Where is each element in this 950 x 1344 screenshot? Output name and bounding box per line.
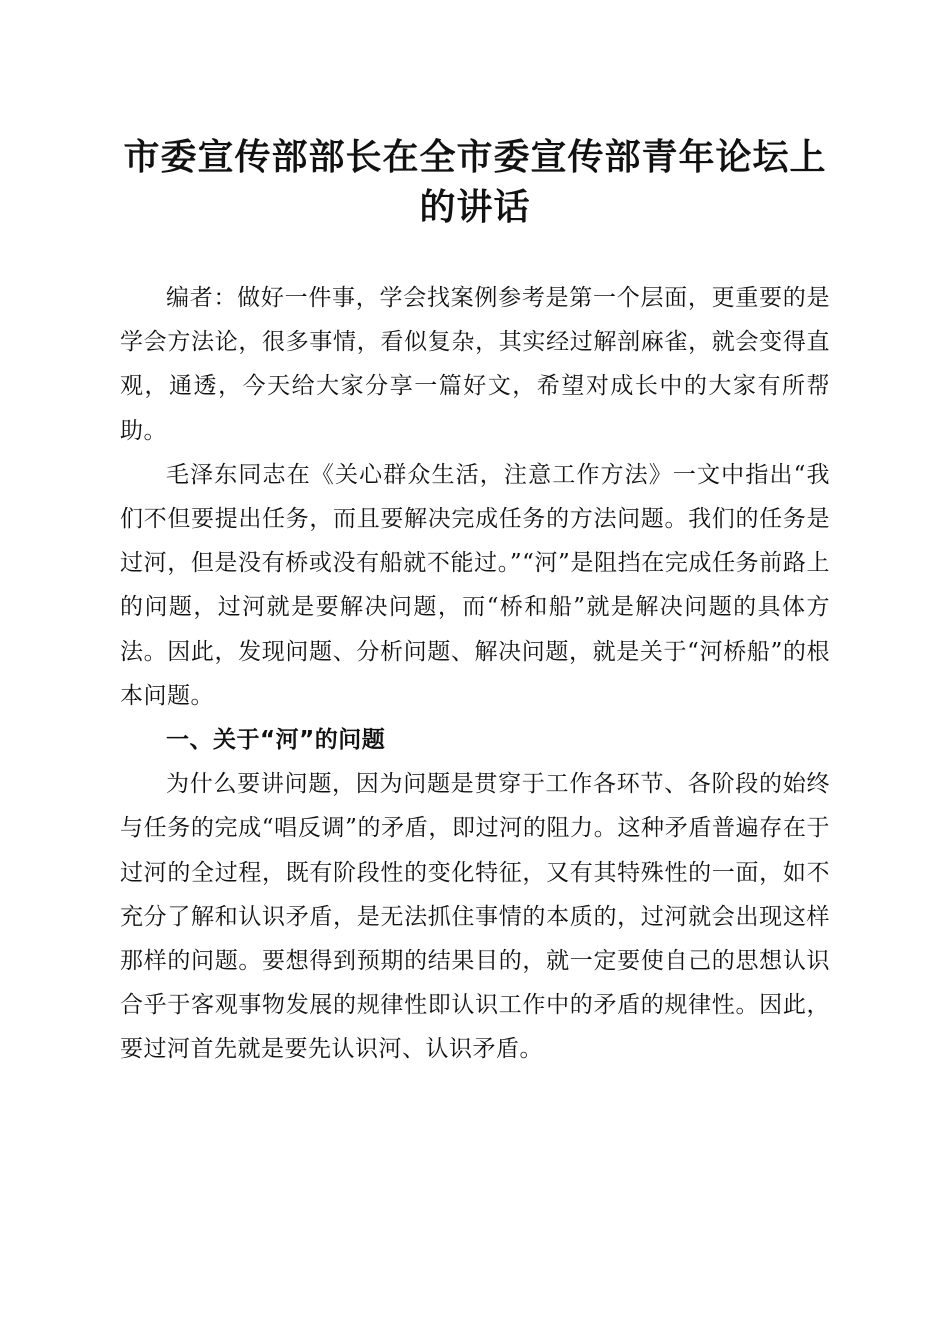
quote-paragraph: 毛泽东同志在《关心群众生活，注意工作方法》一文中指出“我们不但要提出任务，而且要解决完成任务的方法问题。我们的任务是过河，但是没有桥或没有船就不能过。”“河”是阻挡在完成任务前路上的问题，过河就是要解决问题，而“桥和船”就是解决问题的具体方法。因此，发现问题、分析问题、解决问题，就是关于“河桥船”的根本问题。 [120, 461, 830, 709]
section-paragraph: 为什么要讲问题，因为问题是贯穿于工作各环节、各阶段的始终与任务的完成“唱反调”的矛盾，即过河的阻力。这种矛盾普遍存在于过河的全过程，既有阶段性的变化特征，又有其特殊性的一面，如不充分了解和认识矛盾，是无法抓住事情的本质的，过河就会出现这样那样的问题。要想得到预期的结果目的，就一定要使自己的思想认识合乎于客观事物发展的规律性即认识工作中的矛盾的规律性。因此，要过河首先就是要先认识河、认识矛盾。 [120, 771, 830, 1063]
section-heading: 一、关于“河”的问题 [166, 727, 386, 754]
document-title: 市委宣传部部长在全市委宣传部青年论坛上的讲话 [123, 136, 827, 228]
editor-note-paragraph: 编者：做好一件事，学会找案例参考是第一个层面，更重要的是学会方法论，很多事情，看似复杂，其实经过解剖麻雀，就会变得直观，通透，今天给大家分享一篇好文，希望对成长中的大家有所帮助。 [120, 285, 830, 444]
document-body [120, 276, 830, 1072]
